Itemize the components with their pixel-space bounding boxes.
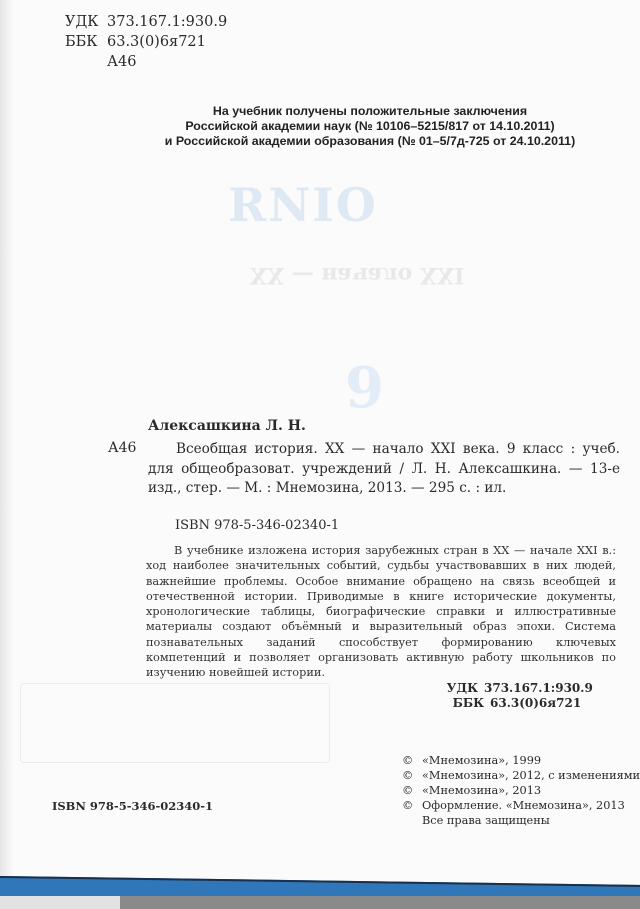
classification-codes-footer [440, 681, 593, 711]
bbk-value: 63.3(0)6я721 [490, 696, 582, 710]
udk-value: 373.167.1:930.9 [107, 14, 228, 30]
copyright-line: «Мнемозина», 2013 [422, 784, 542, 797]
copyright-line: «Мнемозина», 1999 [422, 754, 542, 767]
copyright-line: «Мнемозина», 2012, с изменениями [422, 769, 640, 782]
bibliographic-text: Всеобщая история. XX — начало XXI века. 9 класс : учеб. для общеобразоват. учреждений / Л. Н. Алексашкина. — 13-е изд., стер. — М. : Мнемозина, 2013. — 295 с. : ил. [148, 441, 620, 496]
bibliographic-description [148, 440, 620, 499]
annotation [146, 543, 616, 681]
bleed-through-text: RNIO [228, 178, 378, 232]
approval-line: и Российской академии образования (№ 01–5/7д-725 от 24.10.2011) [164, 134, 576, 148]
copyright-line: Оформление. «Мнемозина», 2013 [422, 799, 625, 812]
bleed-through-stamp [20, 683, 330, 763]
bbk-label: ББК [65, 34, 98, 50]
author-name: Алексашкина Л. Н. [148, 418, 306, 434]
copyright-icon: © [402, 784, 414, 797]
page-shadow [0, 0, 14, 880]
bbk-value: 63.3(0)6я721 [107, 34, 206, 50]
udk-label: УДК [446, 681, 478, 695]
bleed-through-text: XX — начало XXI [250, 262, 465, 288]
copyright-block [402, 753, 640, 828]
copyright-icon: © [402, 769, 414, 782]
bbk-label: ББК [452, 696, 484, 710]
scanner-edge [0, 896, 640, 909]
rights-reserved: Все права защищены [422, 814, 550, 827]
bleed-through-text: 9 [345, 355, 384, 421]
udk-value: 373.167.1:930.9 [484, 681, 593, 695]
annotation-text: В учебнике изложена история зарубежных стран в XX — начале XXI в.: ход наиболее значительных событий, судьбы участвовавших в них людей, важнейшие проблемы. Особое внимание обращено на связь всеобщей и отечественной истории. Приводимые в книге исторические документы, хронологические таблицы, биографические справки и иллюстративные материалы создают объёмный и выразительный образ эпохи. Система познавательных заданий способствует формированию ключевых компетенций и позволяет организовать активную работу школьников по изучению новейшей истории. [146, 544, 616, 680]
udk-label: УДК [65, 14, 99, 30]
approval-line: Российской академии наук (№ 10106–5215/817 от 14.10.2011) [185, 119, 555, 133]
classification-codes [65, 12, 227, 72]
author-mark-side: А46 [108, 440, 137, 456]
isbn-bottom: ISBN 978-5-346-02340-1 [52, 799, 214, 813]
approval-line: На учебник получены положительные заключения [212, 104, 528, 118]
approval-notice [140, 104, 600, 149]
copyright-icon: © [402, 754, 414, 767]
copyright-icon: © [402, 799, 414, 812]
author-mark: А46 [107, 54, 137, 70]
isbn: ISBN 978-5-346-02340-1 [175, 518, 340, 533]
